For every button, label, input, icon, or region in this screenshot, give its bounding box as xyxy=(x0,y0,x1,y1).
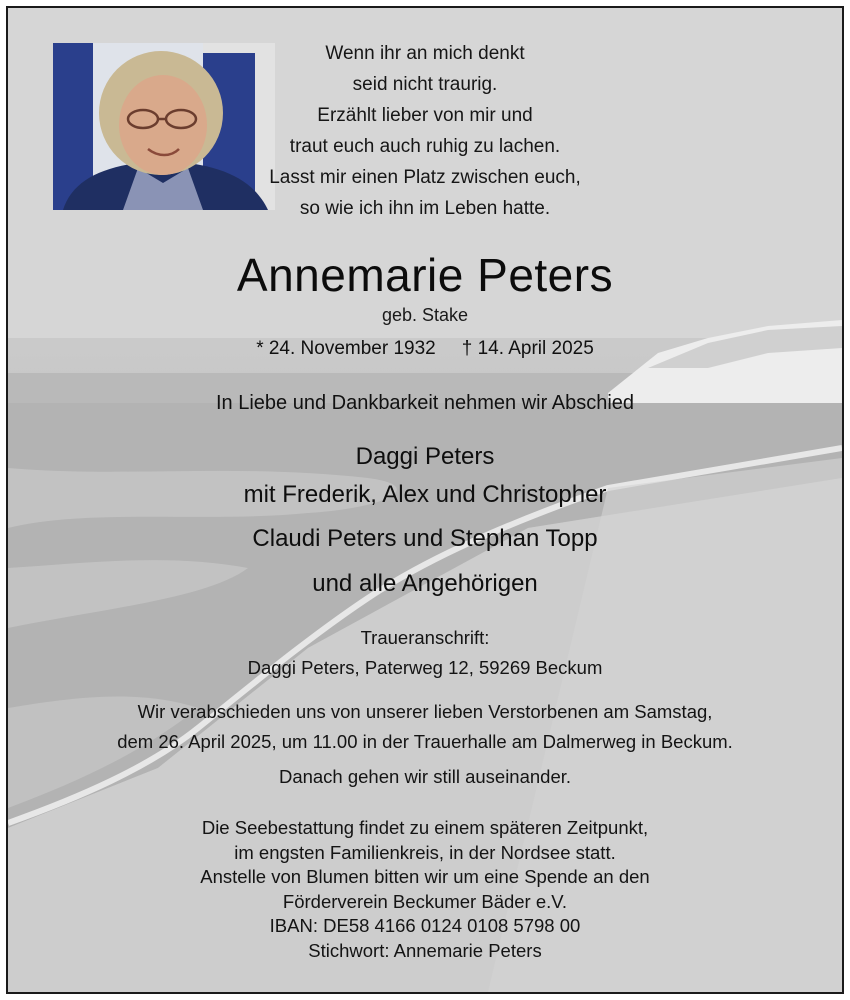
death-date: † 14. April 2025 xyxy=(461,338,594,359)
mourning-address xyxy=(8,623,842,683)
address-value: Daggi Peters, Paterweg 12, 59269 Beckum xyxy=(247,657,603,678)
address-label: Traueranschrift: xyxy=(360,627,490,648)
poem-line: Lasst mir einen Platz zwischen euch, xyxy=(269,167,581,188)
burial-line: Die Seebestattung findet zu einem späteren Zeitpunkt, xyxy=(201,817,649,838)
farewell-text: In Liebe und Dankbarkeit nehmen wir Abschied xyxy=(215,392,635,414)
service-line: Wir verabschieden uns von unserer lieben Verstorbenen am Samstag, xyxy=(137,701,713,722)
burial-line: im engsten Familienkreis, in der Nordsee statt. xyxy=(234,841,616,863)
burial-line: Förderverein Beckumer Bäder e.V. xyxy=(282,890,568,912)
poem-line: so wie ich ihn im Leben hatte. xyxy=(299,198,551,219)
family-group-1 xyxy=(8,438,842,514)
deceased-name: Annemarie Peters xyxy=(236,249,614,301)
burial-line: Stichwort: Annemarie Peters xyxy=(308,939,542,961)
poem-line: traut euch auch ruhig zu lachen. xyxy=(289,136,561,157)
burial-line: Anstelle von Blumen bitten wir um eine Spende an den xyxy=(200,866,650,887)
family-line: Claudi Peters und Stephan Topp xyxy=(252,525,598,552)
family-line: und alle Angehörigen xyxy=(312,570,538,597)
poem xyxy=(8,38,842,224)
burial-line: IBAN: DE58 4166 0124 0108 5798 00 xyxy=(269,915,581,936)
service-line: dem 26. April 2025, um 11.00 in der Trauerhalle am Dalmerweg in Beckum. xyxy=(117,731,733,752)
family-line: mit Frederik, Alex und Christopher xyxy=(243,481,607,508)
birth-name: geb. Stake xyxy=(381,305,469,325)
poem-line: seid nicht traurig. xyxy=(352,74,498,95)
service-notice xyxy=(8,697,842,757)
obituary-frame xyxy=(6,6,844,994)
poem-line: Wenn ihr an mich denkt xyxy=(325,43,525,64)
burial-notice xyxy=(8,816,842,963)
birth-date: * 24. November 1932 xyxy=(256,338,436,359)
life-dates xyxy=(8,338,842,360)
family-line: Daggi Peters xyxy=(355,443,495,470)
poem-line: Erzählt lieber von mir und xyxy=(317,105,533,126)
after-text: Danach gehen wir still auseinander. xyxy=(278,766,572,787)
